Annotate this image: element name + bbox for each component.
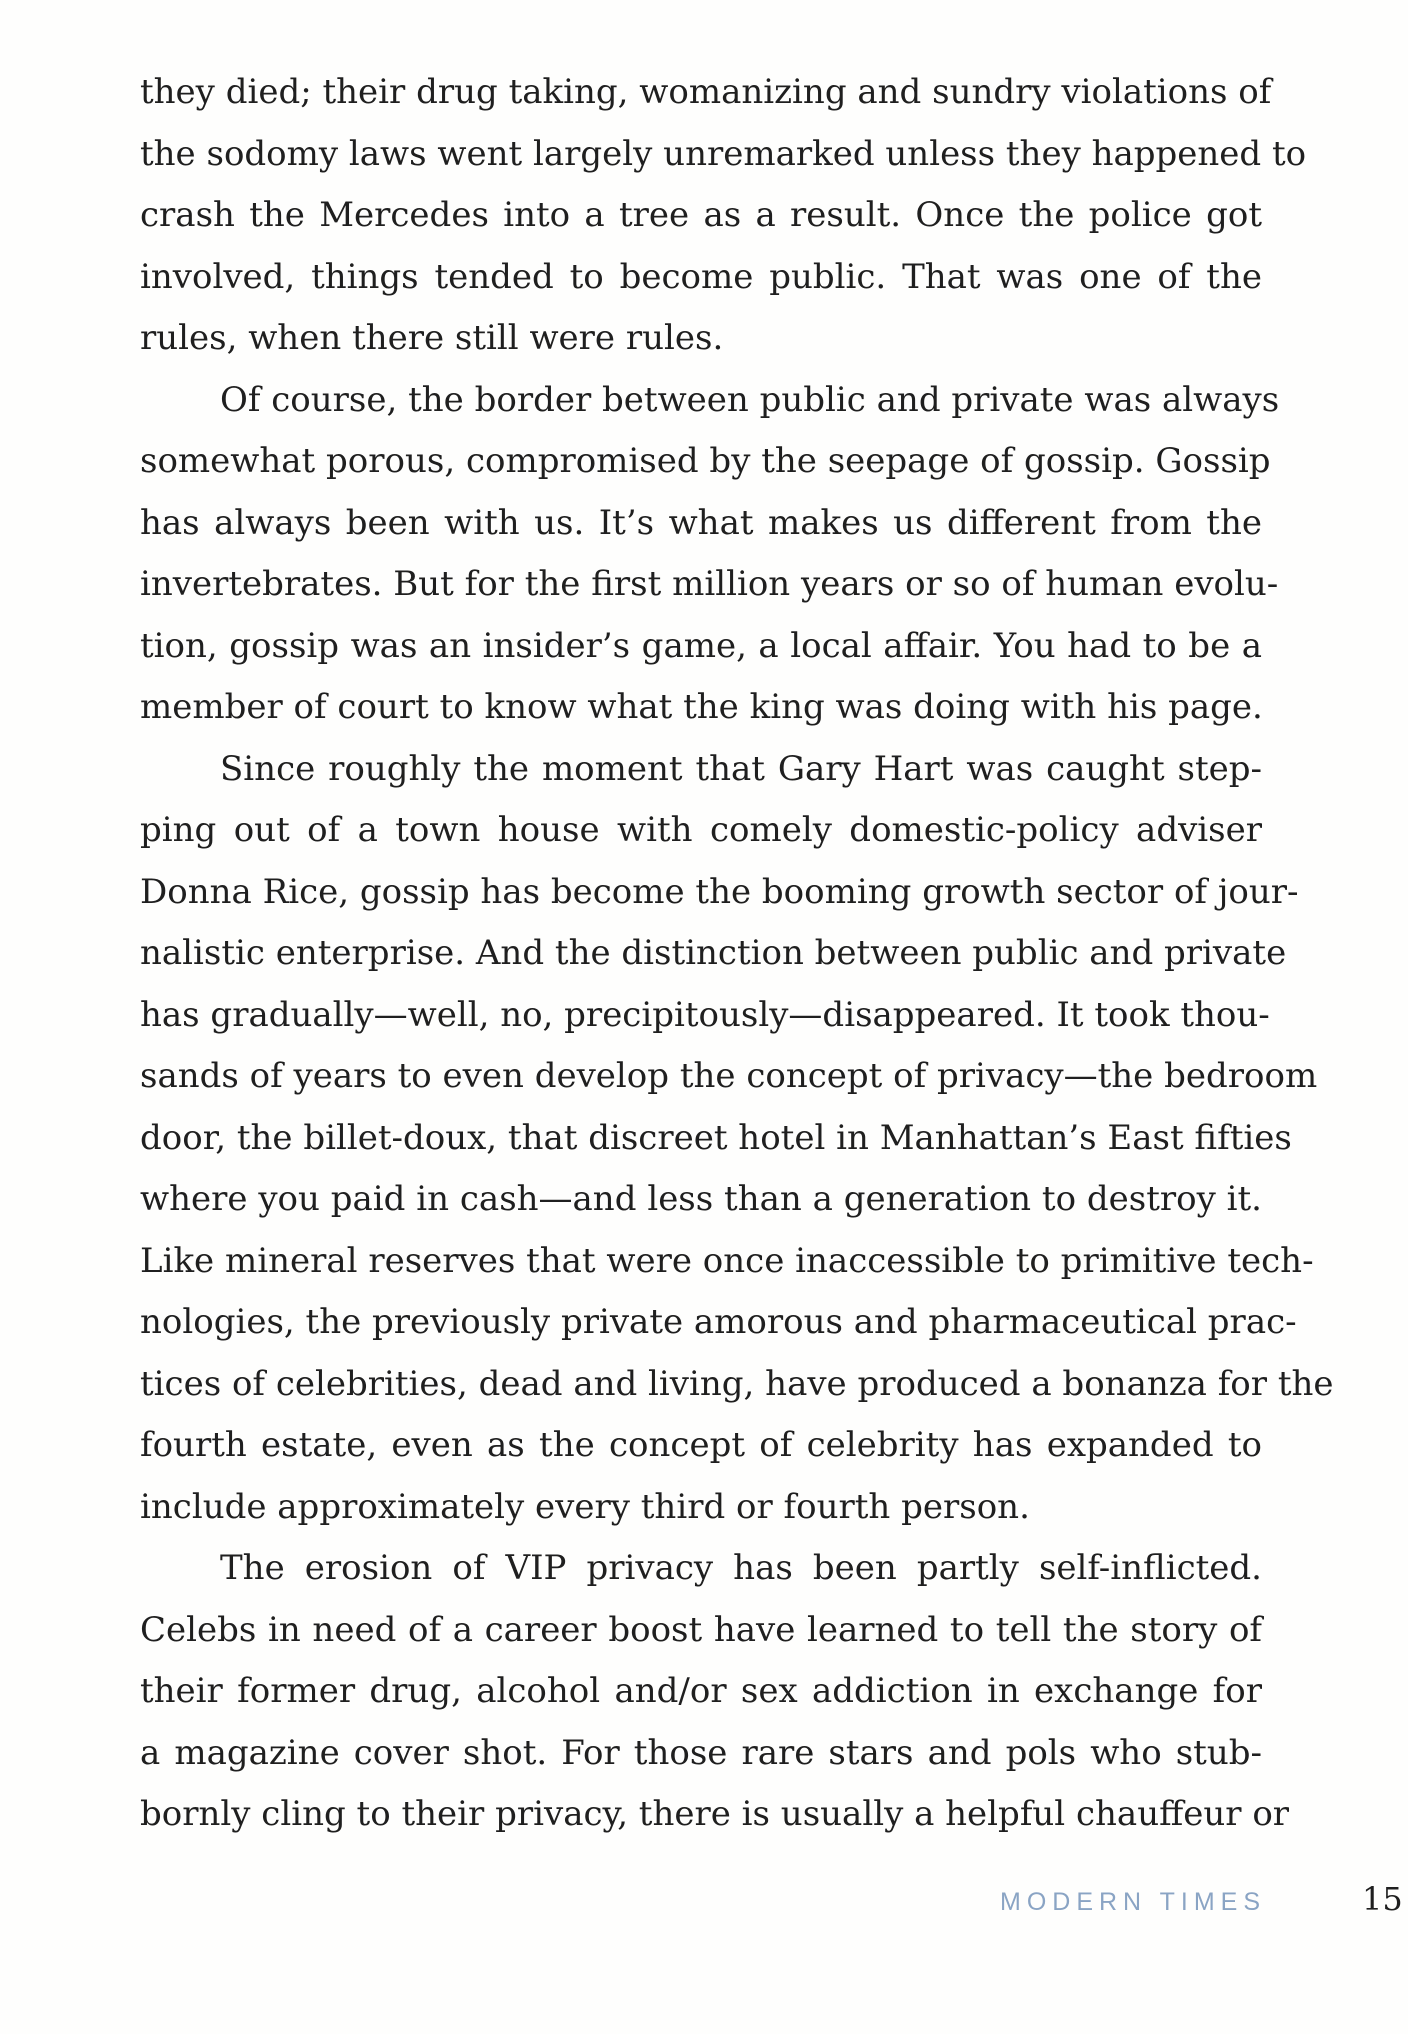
text-line: where you paid in cash—and less than a generation to destroy it. xyxy=(140,1179,1262,1219)
text-line: nalistic enterprise. And the distinction between public and private xyxy=(140,933,1287,973)
paragraph-start-line: Since roughly the moment that Gary Hart was caught step- xyxy=(220,748,1262,789)
running-head: MODERN TIMES xyxy=(1000,1888,1266,1916)
text-line: they died; their drug taking, womanizing and sundry violations of xyxy=(140,72,1272,112)
text-line: has always been with us. It’s what makes us different from the xyxy=(140,502,1262,543)
text-line: tices of celebrities, dead and living, have produced a bonanza for the xyxy=(140,1363,1334,1404)
text-line: member of court to know what the king was doing with his page. xyxy=(140,687,1263,727)
text-line: has gradually—well, no, precipitously—disappeared. It took thou- xyxy=(140,994,1270,1035)
text-line: somewhat porous, compromised by the seepage of gossip. Gossip xyxy=(140,441,1271,481)
text-line: Like mineral reserves that were once inaccessible to primitive tech- xyxy=(140,1240,1314,1281)
text-line: door, the billet-doux, that discreet hotel in Manhattan’s East fifties xyxy=(140,1117,1292,1158)
text-line: ping out of a town house with comely domestic-policy adviser xyxy=(140,810,1262,850)
text-line: Donna Rice, gossip has become the booming growth sector of jour- xyxy=(140,871,1299,912)
text-line: their former drug, alcohol and/or sex addiction in exchange for xyxy=(140,1671,1262,1711)
page-number: 15 xyxy=(1362,1880,1403,1918)
paragraph-start-line: The erosion of VIP privacy has been partly self-inflicted. xyxy=(220,1548,1262,1588)
text-line: fourth estate, even as the concept of celebrity has expanded to xyxy=(140,1425,1262,1465)
text-line: involved, things tended to become public. That was one of the xyxy=(140,256,1262,297)
text-line: include approximately every third or fourth person. xyxy=(140,1486,1030,1527)
paragraph-start-line: Of course, the border between public and private was always xyxy=(220,379,1280,420)
text-line: sands of years to even develop the concept of privacy—the bedroom xyxy=(140,1056,1318,1096)
body-text xyxy=(140,62,1334,1846)
text-line: rules, when there still were rules. xyxy=(140,318,724,358)
text-line: tion, gossip was an insider’s game, a local affair. You had to be a xyxy=(140,625,1262,666)
text-line: crash the Mercedes into a tree as a result. Once the police got xyxy=(140,195,1262,235)
text-line: invertebrates. But for the first million years or so of human evolu- xyxy=(140,564,1279,604)
text-line: a magazine cover shot. For those rare stars and pols who stub- xyxy=(140,1732,1262,1773)
text-line: the sodomy laws went largely unremarked unless they happened to xyxy=(140,133,1307,174)
text-line: nologies, the previously private amorous and pharmaceutical prac- xyxy=(140,1302,1297,1342)
text-line: bornly cling to their privacy, there is usually a helpful chauffeur or xyxy=(140,1794,1290,1834)
text-line: Celebs in need of a career boost have learned to tell the story of xyxy=(140,1609,1262,1650)
